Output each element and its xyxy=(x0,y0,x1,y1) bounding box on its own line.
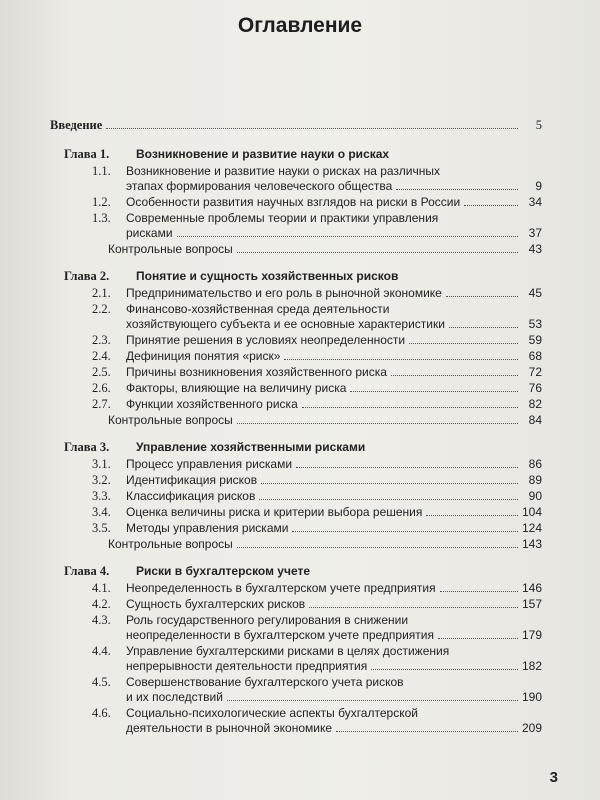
entry-page: 146 xyxy=(521,581,542,595)
dot-leader xyxy=(336,731,518,732)
entry-number: 1.2. xyxy=(92,195,111,209)
dot-leader xyxy=(292,531,518,532)
chapter-label: Глава 1. xyxy=(64,147,110,161)
page-title: Оглавление xyxy=(237,14,363,37)
dot-leader xyxy=(371,669,518,670)
entry-page: 190 xyxy=(521,690,542,704)
entry-title: Особенности развития научных взглядов на риски в России xyxy=(126,195,461,209)
control-questions-title: Контрольные вопросы xyxy=(108,537,233,551)
dot-leader xyxy=(237,423,518,424)
entry-page: 124 xyxy=(521,521,542,535)
entry-number: 2.4. xyxy=(92,349,111,363)
chapter-heading[interactable] xyxy=(50,564,542,579)
entry-number: 2.3. xyxy=(92,333,111,347)
control-questions-entry[interactable] xyxy=(50,413,542,428)
dot-leader xyxy=(391,375,518,376)
entry-page: 53 xyxy=(528,317,542,331)
entry-number: 2.2. xyxy=(92,302,111,316)
chapter-title: Управление хозяйственными рисками xyxy=(136,440,366,454)
entry-title-line1: Финансово-хозяйственная среда деятельности xyxy=(126,302,390,316)
control-questions-title: Контрольные вопросы xyxy=(108,242,233,256)
toc-entry[interactable] xyxy=(50,397,542,412)
toc-entry[interactable] xyxy=(50,211,542,241)
toc-intro[interactable] xyxy=(50,118,542,133)
entry-page: 34 xyxy=(528,195,542,209)
entry-title: Неопределенность в бухгалтерском учете предприятия xyxy=(126,581,436,595)
dot-leader xyxy=(302,407,518,408)
entry-number: 2.6. xyxy=(92,381,111,395)
dot-leader xyxy=(440,591,518,592)
toc-entry[interactable] xyxy=(50,349,542,364)
intro-page: 5 xyxy=(535,118,542,132)
entry-title: и их последствий xyxy=(126,690,223,704)
entry-number: 3.3. xyxy=(92,489,111,503)
entry-number: 4.3. xyxy=(92,613,111,627)
entry-page: 68 xyxy=(528,349,542,363)
entry-title-line1: Роль государственного регулирования в снижении xyxy=(126,613,409,627)
entry-page: 72 xyxy=(528,365,542,379)
entry-title: Принятие решения в условиях неопределенности xyxy=(126,333,406,347)
chapter-title: Понятие и сущность хозяйственных рисков xyxy=(136,269,399,283)
dot-leader xyxy=(106,128,518,129)
entry-number: 2.1. xyxy=(92,286,111,300)
chapter-heading[interactable] xyxy=(50,440,542,455)
toc-entry[interactable] xyxy=(50,473,542,488)
entry-title: этапах формирования человеческого общества xyxy=(126,179,393,193)
entry-title-line1: Современные проблемы теории и практики управления xyxy=(126,211,439,225)
entry-number: 3.1. xyxy=(92,457,111,471)
dot-leader xyxy=(438,638,518,639)
entry-page: 9 xyxy=(535,179,542,193)
entry-page: 179 xyxy=(521,628,542,642)
entry-number: 4.6. xyxy=(92,706,111,720)
dot-leader xyxy=(396,189,518,190)
control-questions-page: 43 xyxy=(528,242,542,256)
toc-entry[interactable] xyxy=(50,381,542,396)
toc-entry[interactable] xyxy=(50,505,542,520)
chapter-label: Глава 4. xyxy=(64,564,110,578)
entry-number: 2.5. xyxy=(92,365,111,379)
entry-page: 82 xyxy=(528,397,542,411)
entry-number: 4.1. xyxy=(92,581,111,595)
page-number: 3 xyxy=(549,769,558,786)
entry-page: 45 xyxy=(528,286,542,300)
dot-leader xyxy=(449,327,518,328)
entry-page: 59 xyxy=(528,333,542,347)
toc-entry[interactable] xyxy=(50,164,542,194)
toc-entry[interactable] xyxy=(50,613,542,643)
control-questions-page: 143 xyxy=(521,537,542,551)
entry-page: 76 xyxy=(528,381,542,395)
entry-number: 4.2. xyxy=(92,597,111,611)
chapter-label: Глава 3. xyxy=(64,440,110,454)
dot-leader xyxy=(227,700,518,701)
entry-page: 90 xyxy=(528,489,542,503)
toc-entry[interactable] xyxy=(50,286,542,301)
entry-number: 3.4. xyxy=(92,505,111,519)
toc-entry[interactable] xyxy=(50,521,542,536)
entry-number: 4.4. xyxy=(92,644,111,658)
dot-leader xyxy=(464,205,518,206)
entry-page: 89 xyxy=(528,473,542,487)
entry-page: 104 xyxy=(521,505,542,519)
intro-title: Введение xyxy=(50,118,103,132)
entry-title: Предпринимательство и его роль в рыночной экономике xyxy=(126,286,442,300)
dot-leader xyxy=(350,391,518,392)
dot-leader xyxy=(446,296,518,297)
entry-title: Оценка величины риска и критерии выбора решения xyxy=(126,505,423,519)
dot-leader xyxy=(296,467,518,468)
toc-entry[interactable] xyxy=(50,457,542,472)
entry-page: 182 xyxy=(521,659,542,673)
dot-leader xyxy=(409,343,518,344)
entry-title: Методы управления рисками xyxy=(126,521,289,535)
toc-entry[interactable] xyxy=(50,644,542,674)
toc-entry[interactable] xyxy=(50,675,542,705)
toc-entry[interactable] xyxy=(50,706,542,736)
entry-page: 37 xyxy=(528,226,542,240)
dot-leader xyxy=(259,499,518,500)
control-questions-page: 84 xyxy=(528,413,542,427)
toc-entry[interactable] xyxy=(50,195,542,210)
dot-leader xyxy=(237,547,518,548)
entry-title: Процесс управления рисками xyxy=(126,457,293,471)
dot-leader xyxy=(177,236,518,237)
entry-title: Классификация рисков xyxy=(126,489,256,503)
toc-entry[interactable] xyxy=(50,302,542,332)
entry-title: Факторы, влияющие на величину риска xyxy=(126,381,347,395)
entry-page: 209 xyxy=(521,721,542,735)
entry-title-line1: Социально-психологические аспекты бухгалтерской xyxy=(126,706,418,720)
entry-title: непрерывности деятельности предприятия xyxy=(126,659,368,673)
chapter-title: Возникновение и развитие науки о рисках xyxy=(136,147,390,161)
entry-title: Причины возникновения хозяйственного риска xyxy=(126,365,387,379)
entry-title: деятельности в рыночной экономике xyxy=(126,721,333,735)
entry-number: 4.5. xyxy=(92,675,111,689)
entry-title-line1: Возникновение и развитие науки о рисках на различных xyxy=(126,164,440,178)
entry-title: Функции хозяйственного риска xyxy=(126,397,298,411)
chapter-heading[interactable] xyxy=(50,147,542,162)
control-questions-entry[interactable] xyxy=(50,537,542,552)
toc-entry[interactable] xyxy=(50,581,542,596)
entry-page: 157 xyxy=(521,597,542,611)
entry-title: неопределенности в бухгалтерском учете предприятия xyxy=(126,628,434,642)
entry-title: рисками xyxy=(126,226,173,240)
toc-entry[interactable] xyxy=(50,333,542,348)
dot-leader xyxy=(237,252,518,253)
control-questions-entry[interactable] xyxy=(50,242,542,257)
control-questions-title: Контрольные вопросы xyxy=(108,413,233,427)
toc-entry[interactable] xyxy=(50,489,542,504)
chapter-title: Риски в бухгалтерском учете xyxy=(136,564,311,578)
entry-page: 86 xyxy=(528,457,542,471)
chapter-label: Глава 2. xyxy=(64,269,110,283)
entry-title: Дефиниция понятия «риск» xyxy=(126,349,281,363)
dot-leader xyxy=(261,483,518,484)
entry-number: 2.7. xyxy=(92,397,111,411)
entry-number: 1.3. xyxy=(92,211,111,225)
entry-number: 1.1. xyxy=(92,164,111,178)
entry-title: Сущность бухгалтерских рисков xyxy=(126,597,306,611)
entry-number: 3.5. xyxy=(92,521,111,535)
table-of-contents xyxy=(50,118,542,737)
toc-entry[interactable] xyxy=(50,597,542,612)
entry-title-line1: Управление бухгалтерскими рисками в целях достижения xyxy=(126,644,450,658)
entry-title-line1: Совершенствование бухгалтерского учета рисков xyxy=(126,675,404,689)
dot-leader xyxy=(309,607,518,608)
chapter-heading[interactable] xyxy=(50,269,542,284)
dot-leader xyxy=(426,515,518,516)
entry-title: Идентификация рисков xyxy=(126,473,258,487)
entry-title: хозяйствующего субъекта и ее основные характеристики xyxy=(126,317,445,331)
dot-leader xyxy=(284,359,518,360)
toc-entry[interactable] xyxy=(50,365,542,380)
entry-number: 3.2. xyxy=(92,473,111,487)
